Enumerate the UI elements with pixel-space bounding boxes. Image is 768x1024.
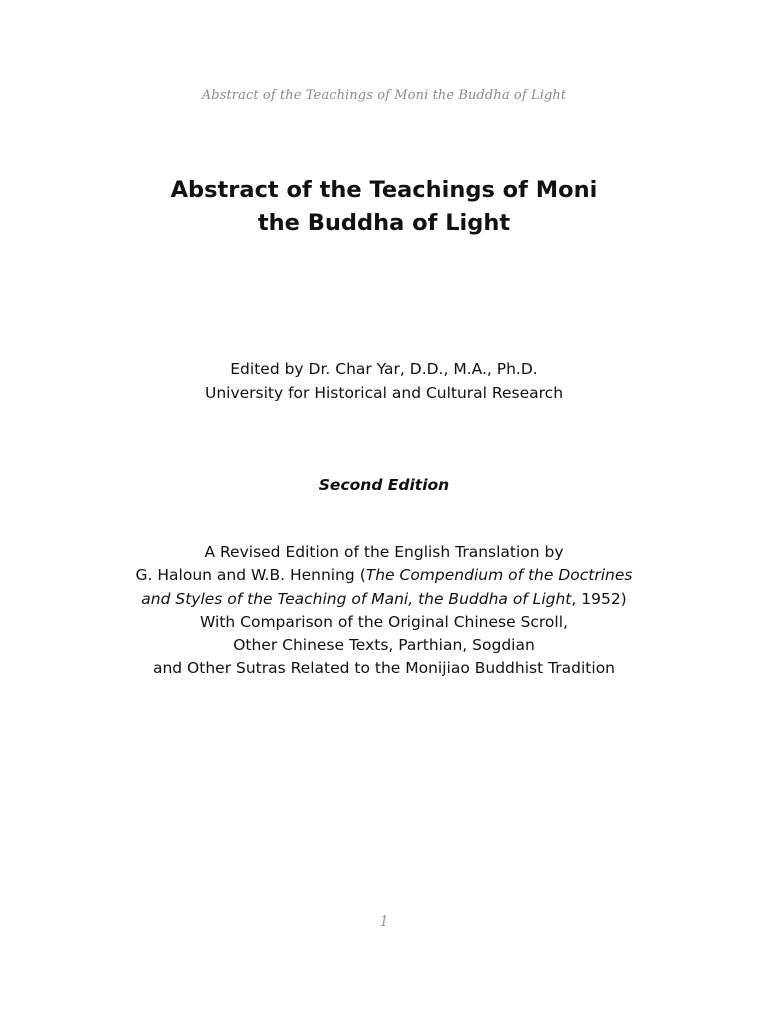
description-line-2-work-title: The Compendium of the Doctrines: [365, 566, 633, 585]
description-line-2: [0, 564, 768, 587]
description-line-3: [0, 588, 768, 611]
edition-description: [0, 541, 768, 681]
editor-institution: University for Historical and Cultural Research: [204, 384, 564, 402]
description-line-4: With Comparison of the Original Chinese Scroll,: [200, 612, 568, 631]
book-title-line-1: Abstract of the Teachings of Moni: [170, 177, 598, 203]
description-line-6: and Other Sutras Related to the Monijiao Buddhist Tradition: [152, 659, 616, 678]
book-title-line-2: the Buddha of Light: [257, 210, 511, 236]
edition-label: Second Edition: [318, 476, 450, 494]
description-line-5: Other Chinese Texts, Parthian, Sogdian: [233, 636, 535, 655]
running-header: Abstract of the Teachings of Moni the Buddha of Light: [201, 88, 567, 103]
description-line-3-suffix: , 1952): [571, 589, 627, 608]
description-line-2-prefix: G. Haloun and W.B. Henning (: [135, 566, 366, 585]
description-line-1: A Revised Edition of the English Translation by: [204, 543, 564, 561]
page-number: 1: [379, 912, 389, 930]
description-line-3-work-title: and Styles of the Teaching of Mani, the Buddha of Light: [141, 589, 572, 608]
book-title: [0, 174, 768, 240]
editor-credit: [0, 357, 768, 405]
editor-name: Edited by Dr. Char Yar, D.D., M.A., Ph.D.: [230, 360, 538, 378]
